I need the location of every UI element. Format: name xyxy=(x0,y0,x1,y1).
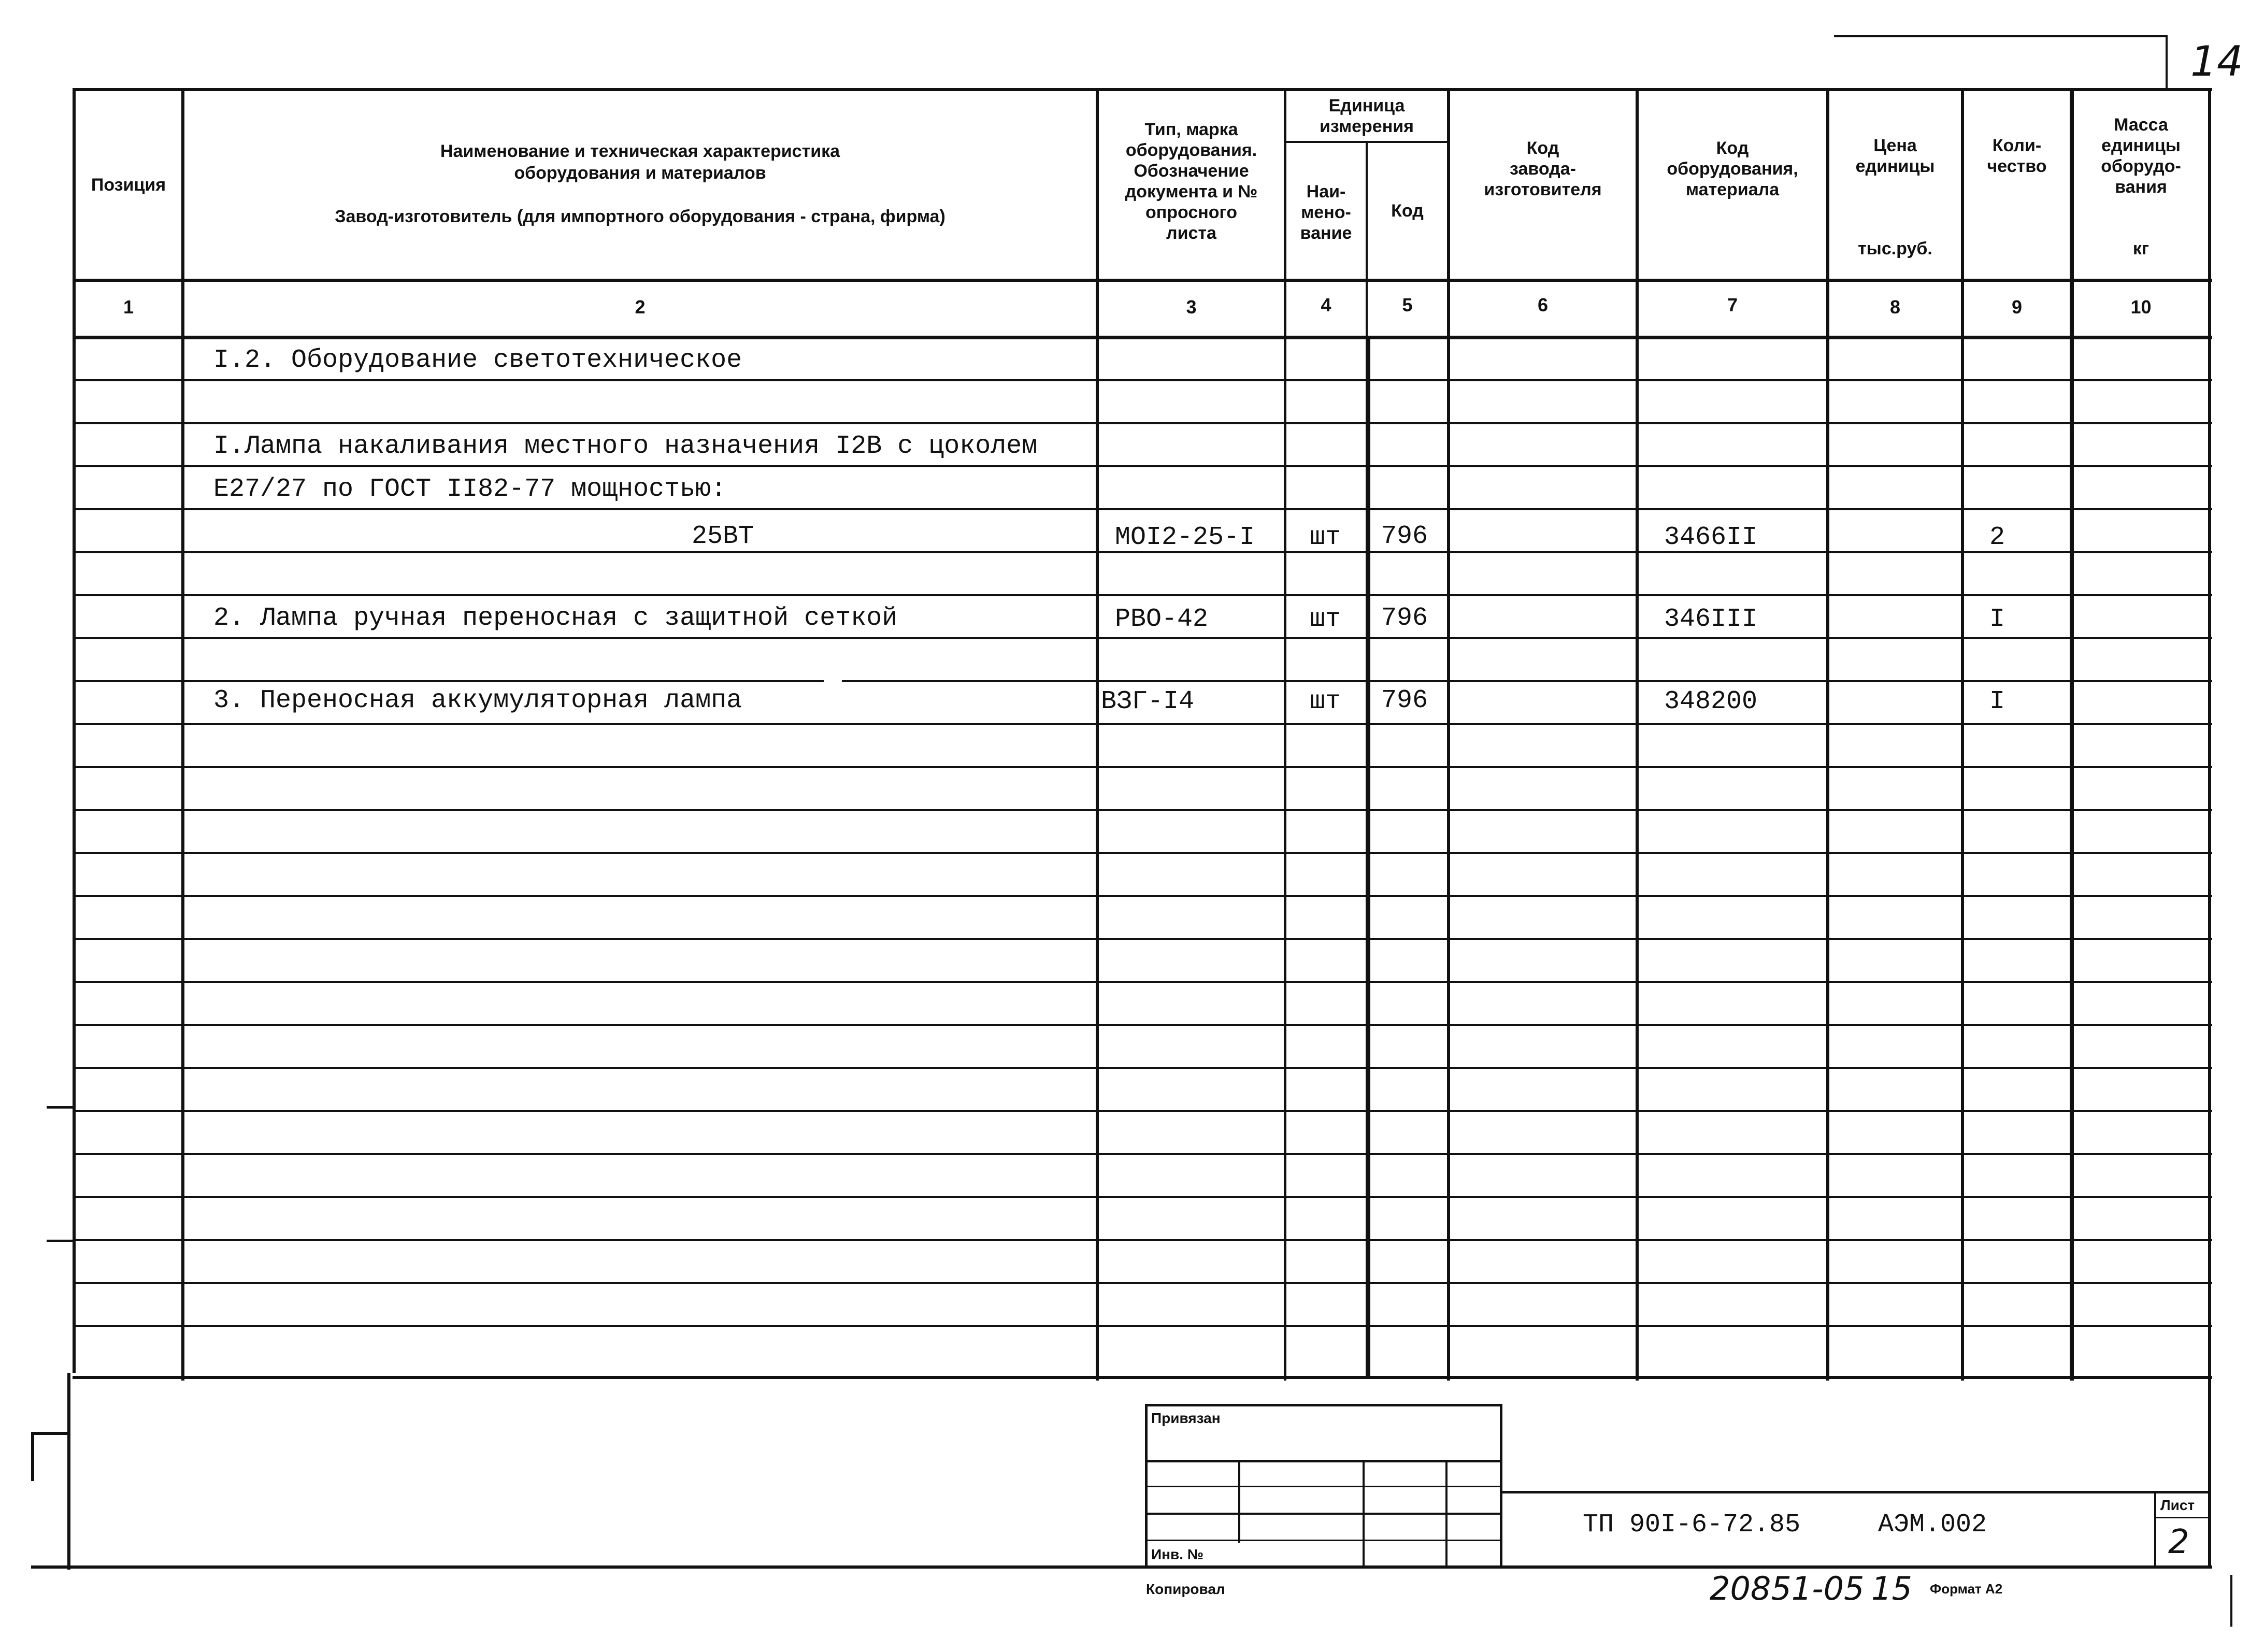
header-unit-group: Единица измерения xyxy=(1320,96,1414,136)
stamp-sheet-label: Лист xyxy=(2160,1497,2195,1513)
stamp-privyazan: Привязан xyxy=(1151,1410,1221,1426)
item2-unit: шт xyxy=(1310,605,1341,634)
item2-quantity: I xyxy=(1989,605,2005,634)
archive-number: 20851-05 xyxy=(1710,1570,1865,1607)
header-mass-unit: кг xyxy=(2132,239,2150,258)
column-number: 6 xyxy=(1537,294,1549,315)
item1-name-line2: Е27/27 по ГОСТ II82-77 мощностью: xyxy=(213,475,727,504)
column-number: 10 xyxy=(2130,296,2152,318)
item3-unit-code: 796 xyxy=(1381,686,1428,715)
top-page-number: 14 xyxy=(2190,37,2243,85)
item1-name-line1: I.Лампа накаливания местного назначения I2В с цоколем xyxy=(213,432,1038,461)
item2-unit-code: 796 xyxy=(1381,604,1428,633)
column-number: 4 xyxy=(1321,294,1331,315)
column-number: 1 xyxy=(123,296,134,318)
column-number: 3 xyxy=(1186,296,1197,318)
item2-equipment-code: 346III xyxy=(1664,605,1758,634)
item3-unit: шт xyxy=(1310,687,1341,716)
item1-quantity: 2 xyxy=(1989,523,2005,552)
stamp-copied: Копировал xyxy=(1146,1581,1225,1597)
header-mass: Масса единицы оборудо- вания xyxy=(2101,115,2181,197)
item1-type: МОI2-25-I xyxy=(1115,523,1255,552)
column-number: 7 xyxy=(1727,294,1738,315)
section-title: I.2. Оборудование светотехническое xyxy=(213,346,742,375)
item3-type: ВЗГ-I4 xyxy=(1101,687,1195,716)
stamp-sheet-number: 2 xyxy=(2168,1523,2189,1561)
column-number: 8 xyxy=(1889,296,1901,318)
header-unit-name: Наи- мено- вание xyxy=(1300,182,1352,243)
archive-sheet: 15 xyxy=(1871,1570,1912,1607)
header-position: Позиция xyxy=(91,175,166,195)
header-equipment-code: Код оборудования, материала xyxy=(1667,138,1798,199)
header-factory-code: Код завода- изготовителя xyxy=(1484,138,1602,199)
item3-quantity: I xyxy=(1989,687,2005,716)
item2-type: РВО-42 xyxy=(1115,605,1209,634)
column-number: 2 xyxy=(635,296,646,318)
header-unit-price: Цена единицы xyxy=(1855,136,1935,176)
header-unit-code: Код xyxy=(1391,201,1424,221)
stamp-format: Формат А2 xyxy=(1930,1581,2003,1597)
header-type: Тип, марка оборудования. Обозначение документа и № опросного листа xyxy=(1125,120,1258,243)
item1-unit: шт xyxy=(1310,523,1341,552)
item3-name: 3. Переносная аккумуляторная лампа xyxy=(213,686,742,715)
column-number: 5 xyxy=(1402,294,1413,315)
item1-power: 25ВТ xyxy=(692,522,754,551)
header-quantity: Коли- чество xyxy=(1987,136,2047,176)
header-name-line1: Наименование и техническая характеристика xyxy=(440,141,840,161)
header-name-line3: Завод-изготовитель (для импортного оборудования - страна, фирма) xyxy=(335,207,945,226)
header-name-line2: оборудования и материалов xyxy=(514,163,766,183)
item2-name: 2. Лампа ручная переносная с защитной сеткой xyxy=(213,604,898,633)
item1-equipment-code: 3466II xyxy=(1664,523,1758,552)
column-number: 9 xyxy=(2011,296,2023,318)
item3-equipment-code: 348200 xyxy=(1664,687,1758,716)
stamp-code: АЭМ.002 xyxy=(1878,1510,1987,1540)
item1-unit-code: 796 xyxy=(1381,522,1428,551)
header-price-unit: тыс.руб. xyxy=(1858,239,1932,258)
stamp-inv-no: Инв. № xyxy=(1151,1546,1204,1562)
stamp-designation: ТП 90I-6-72.85 xyxy=(1583,1510,1801,1540)
